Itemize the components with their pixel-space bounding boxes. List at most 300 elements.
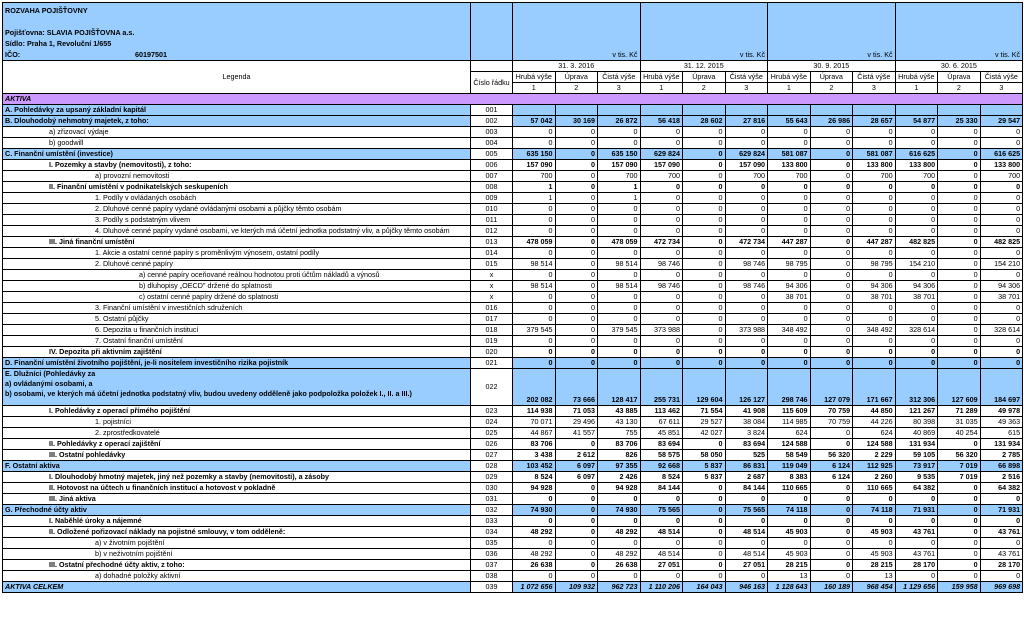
value-cell: 49 978	[980, 406, 1023, 417]
value-cell: 0	[938, 494, 981, 505]
value-cell: 447 287	[768, 237, 811, 248]
value-cell: 109 932	[555, 582, 598, 593]
row-label: F. Ostatní aktiva	[3, 461, 471, 472]
table-row	[3, 303, 1023, 314]
value-cell: 0	[598, 270, 641, 281]
row-label: 1. Podíly v ovládaných osobách	[3, 193, 471, 204]
value-cell: 0	[555, 439, 598, 450]
value-cell: 0	[938, 538, 981, 549]
value-cell: 0	[768, 494, 811, 505]
period-4: 30. 6. 2015	[895, 61, 1023, 72]
value-cell: 0	[810, 347, 853, 358]
value-cell: 0	[683, 560, 726, 571]
value-cell: 962 723	[598, 582, 641, 593]
column-label: Čistá výše	[598, 72, 641, 83]
value-cell: 0	[683, 571, 726, 582]
value-cell: 0	[853, 314, 896, 325]
value-cell	[768, 105, 811, 116]
company-label: Pojišťovna: SLAVIA POJIŠŤOVNA a.s.	[5, 28, 135, 37]
value-cell: 6 124	[810, 461, 853, 472]
value-cell: 0	[683, 505, 726, 516]
value-cell: 478 059	[598, 237, 641, 248]
value-cell: 700	[853, 171, 896, 182]
value-cell: 0	[810, 204, 853, 215]
value-cell	[598, 105, 641, 116]
value-cell: 0	[768, 127, 811, 138]
value-cell: 0	[810, 303, 853, 314]
value-cell: 73 917	[895, 461, 938, 472]
table-row	[3, 270, 1023, 281]
value-cell: 0	[895, 516, 938, 527]
value-cell: 0	[640, 314, 683, 325]
row-label: C. Finanční umístění (investice)	[3, 149, 471, 160]
value-cell: 0	[555, 571, 598, 582]
value-cell: 110 665	[853, 483, 896, 494]
row-label: III. Jiná aktiva	[3, 494, 471, 505]
value-cell: 0	[810, 571, 853, 582]
row-label: I. Dlouhodobý hmotný majetek, jiný než pozemky a stavby (nemovitosti), a zásoby	[3, 472, 471, 483]
column-label: Hrubá výše	[640, 72, 683, 83]
value-cell: 0	[938, 127, 981, 138]
value-cell: 255 731	[640, 369, 683, 406]
value-cell: 0	[555, 127, 598, 138]
row-label: B. Dlouhodobý nehmotný majetek, z toho:	[3, 116, 471, 127]
value-cell: 27 051	[640, 560, 683, 571]
value-cell: 184 697	[980, 369, 1023, 406]
value-cell: 121 267	[895, 406, 938, 417]
table-row	[3, 237, 1023, 248]
value-cell: 0	[938, 160, 981, 171]
value-cell: 0	[725, 215, 768, 226]
value-cell: 74 930	[513, 505, 556, 516]
column-label: Úprava	[810, 72, 853, 83]
value-cell: 28 215	[768, 560, 811, 571]
value-cell: 0	[555, 538, 598, 549]
value-cell: 0	[938, 358, 981, 369]
value-cell: 629 824	[640, 149, 683, 160]
row-number: 021	[471, 358, 513, 369]
value-cell: 31 035	[938, 417, 981, 428]
value-cell: 0	[938, 281, 981, 292]
table-row	[3, 325, 1023, 336]
value-cell: 0	[768, 182, 811, 193]
value-cell: 44 867	[513, 428, 556, 439]
value-cell: 70 759	[810, 417, 853, 428]
value-cell: 0	[725, 336, 768, 347]
value-cell: 0	[768, 270, 811, 281]
value-cell: 70 071	[513, 417, 556, 428]
row-label-line: b) osobami, ve kterých má účetní jednotka podstatný vliv, budou uvedeny odděleně jako podpoložka položek I., II. a III.)	[5, 389, 412, 398]
row-label: II. Odložené pořizovací náklady na pojistné smlouvy, v tom odděleně:	[3, 527, 471, 538]
value-cell: 71 931	[895, 505, 938, 516]
value-cell: 0	[810, 494, 853, 505]
value-cell: 43 761	[980, 549, 1023, 560]
table-row	[3, 483, 1023, 494]
value-cell: 43 885	[598, 406, 641, 417]
value-cell: 38 701	[768, 292, 811, 303]
value-cell: 114 938	[513, 406, 556, 417]
value-cell: 26 986	[810, 116, 853, 127]
value-cell: 0	[895, 182, 938, 193]
value-cell: 0	[555, 270, 598, 281]
value-cell: 58 050	[683, 450, 726, 461]
value-cell: 94 306	[853, 281, 896, 292]
value-cell: 0	[513, 314, 556, 325]
row-number: 007	[471, 171, 513, 182]
value-cell: 7 019	[938, 461, 981, 472]
ico-label: IČO:	[5, 50, 21, 59]
value-cell: 328 614	[980, 325, 1023, 336]
table-row	[3, 182, 1023, 193]
period-row	[3, 61, 1023, 72]
value-cell: 64 382	[980, 483, 1023, 494]
value-cell: 202 082	[513, 369, 556, 406]
value-cell: 58 549	[768, 450, 811, 461]
table-row	[3, 571, 1023, 582]
value-cell: 71 289	[938, 406, 981, 417]
value-cell: 0	[598, 314, 641, 325]
value-cell: 0	[810, 270, 853, 281]
value-cell: 0	[938, 149, 981, 160]
table-row	[3, 292, 1023, 303]
value-cell: 0	[683, 182, 726, 193]
value-cell: 0	[853, 138, 896, 149]
row-number: 008	[471, 182, 513, 193]
unit-label-1: v tis. Kč	[513, 3, 641, 61]
row-number: 006	[471, 160, 513, 171]
value-cell: 154 210	[980, 259, 1023, 270]
value-cell: 0	[640, 494, 683, 505]
row-number: x	[471, 270, 513, 281]
value-cell: 0	[683, 325, 726, 336]
value-cell: 0	[725, 226, 768, 237]
value-cell: 946 163	[725, 582, 768, 593]
value-cell: 83 706	[598, 439, 641, 450]
value-cell: 0	[768, 226, 811, 237]
value-cell: 0	[640, 182, 683, 193]
value-cell: 0	[513, 215, 556, 226]
value-cell: 0	[640, 358, 683, 369]
value-cell: 0	[938, 527, 981, 538]
table-row	[3, 369, 1023, 406]
value-cell: 0	[555, 560, 598, 571]
report-info	[3, 3, 471, 61]
value-cell: 0	[895, 193, 938, 204]
value-cell: 28 602	[683, 116, 726, 127]
value-cell: 110 665	[768, 483, 811, 494]
value-cell: 0	[938, 182, 981, 193]
value-cell: 0	[640, 336, 683, 347]
value-cell: 0	[683, 149, 726, 160]
value-cell: 13	[853, 571, 896, 582]
column-label: Úprava	[555, 72, 598, 83]
value-cell: 74 118	[853, 505, 896, 516]
table-row	[3, 160, 1023, 171]
value-cell: 0	[938, 292, 981, 303]
row-number: 039	[471, 582, 513, 593]
table-row	[3, 215, 1023, 226]
table-row	[3, 149, 1023, 160]
table-row	[3, 193, 1023, 204]
table-row	[3, 527, 1023, 538]
table-row	[3, 105, 1023, 116]
value-cell: 58 575	[640, 450, 683, 461]
value-cell: 0	[555, 215, 598, 226]
row-label: b) v neživotním pojištění	[3, 549, 471, 560]
value-cell: 43 761	[895, 549, 938, 560]
value-cell: 373 988	[725, 325, 768, 336]
row-number: 037	[471, 560, 513, 571]
value-cell: 94 306	[768, 281, 811, 292]
value-cell: 0	[640, 270, 683, 281]
value-cell: 0	[555, 516, 598, 527]
value-cell: 0	[683, 171, 726, 182]
row-number: 036	[471, 549, 513, 560]
value-cell: 0	[895, 358, 938, 369]
value-cell: 0	[683, 160, 726, 171]
value-cell: 0	[895, 248, 938, 259]
value-cell: 0	[725, 571, 768, 582]
value-cell: 0	[810, 149, 853, 160]
value-cell: 0	[853, 127, 896, 138]
row-label: b) goodwill	[3, 138, 471, 149]
value-cell: 0	[980, 182, 1023, 193]
value-cell: 83 694	[725, 439, 768, 450]
value-cell: 92 668	[640, 461, 683, 472]
value-cell: 2 516	[980, 472, 1023, 483]
value-cell: 0	[555, 138, 598, 149]
value-cell: 1 129 656	[895, 582, 938, 593]
value-cell: 0	[640, 226, 683, 237]
table-row	[3, 516, 1023, 527]
value-cell: 0	[683, 549, 726, 560]
value-cell: 0	[555, 171, 598, 182]
row-number: 001	[471, 105, 513, 116]
value-cell: 0	[513, 127, 556, 138]
value-cell: 0	[598, 292, 641, 303]
value-cell: 0	[640, 248, 683, 259]
value-cell: 0	[598, 138, 641, 149]
value-cell: 0	[513, 494, 556, 505]
row-label: II. Hotovost na účtech u finančních institucí a hotovost v pokladně	[3, 483, 471, 494]
row-label: 4. Dluhové cenné papíry vydané osobami, ve kterých má účetní jednotka podstatný vliv, a půjčky těmto osobám	[3, 226, 471, 237]
value-cell: 28 170	[895, 560, 938, 571]
value-cell: 0	[555, 281, 598, 292]
value-cell: 348 492	[853, 325, 896, 336]
value-cell: 0	[853, 336, 896, 347]
row-number-header: Číslo řádku	[471, 72, 513, 94]
value-cell: 0	[853, 204, 896, 215]
value-cell: 0	[598, 358, 641, 369]
value-cell: 75 565	[725, 505, 768, 516]
value-cell: 0	[725, 358, 768, 369]
value-cell: 0	[810, 439, 853, 450]
value-cell: 482 825	[895, 237, 938, 248]
value-cell: 0	[640, 303, 683, 314]
value-cell: 0	[938, 303, 981, 314]
value-cell: 0	[810, 527, 853, 538]
value-cell: 1 072 656	[513, 582, 556, 593]
row-number: x	[471, 281, 513, 292]
value-cell: 624	[768, 428, 811, 439]
value-cell: 0	[938, 215, 981, 226]
value-cell: 0	[513, 292, 556, 303]
value-cell: 0	[980, 248, 1023, 259]
column-number: 2	[683, 83, 726, 94]
value-cell: 38 701	[980, 292, 1023, 303]
value-cell: 70 759	[810, 406, 853, 417]
value-cell: 1	[513, 193, 556, 204]
value-cell: 26 872	[598, 116, 641, 127]
value-cell: 0	[555, 527, 598, 538]
value-cell: 0	[598, 516, 641, 527]
value-cell: 6 097	[555, 472, 598, 483]
value-cell: 115 609	[768, 406, 811, 417]
value-cell: 0	[683, 527, 726, 538]
value-cell: 0	[683, 281, 726, 292]
section-aktiva: AKTIVA	[3, 94, 1023, 105]
value-cell: 969 698	[980, 582, 1023, 593]
value-cell: 98 746	[640, 259, 683, 270]
value-cell: 1 128 643	[768, 582, 811, 593]
value-cell: 8 524	[513, 472, 556, 483]
row-label: 2. zprostředkovatelé	[3, 428, 471, 439]
value-cell: 0	[938, 171, 981, 182]
value-cell: 67 611	[640, 417, 683, 428]
value-cell: 119 049	[768, 461, 811, 472]
value-cell: 0	[683, 226, 726, 237]
value-cell: 700	[895, 171, 938, 182]
column-label: Čistá výše	[853, 72, 896, 83]
value-cell: 133 800	[853, 160, 896, 171]
value-cell: 581 087	[768, 149, 811, 160]
row-number: 035	[471, 538, 513, 549]
value-cell: 0	[555, 336, 598, 347]
row-number: 034	[471, 527, 513, 538]
value-cell: 43 761	[980, 527, 1023, 538]
row-label: II. Finanční umístění v podnikatelských seskupeních	[3, 182, 471, 193]
value-cell: 0	[555, 314, 598, 325]
value-cell: 71 554	[683, 406, 726, 417]
value-cell: 0	[640, 193, 683, 204]
row-label: 1. pojistníci	[3, 417, 471, 428]
table-row	[3, 171, 1023, 182]
value-cell: 129 604	[683, 369, 726, 406]
value-cell: 0	[725, 538, 768, 549]
table-row	[3, 428, 1023, 439]
unit-label-4: v tis. Kč	[895, 3, 1023, 61]
row-number: 015	[471, 259, 513, 270]
row-number: 028	[471, 461, 513, 472]
value-cell: 30 169	[555, 116, 598, 127]
row-number: 011	[471, 215, 513, 226]
value-cell	[853, 105, 896, 116]
value-cell: 0	[640, 204, 683, 215]
value-cell: 0	[725, 204, 768, 215]
value-cell: 0	[938, 347, 981, 358]
value-cell: 0	[980, 516, 1023, 527]
value-cell: 0	[555, 237, 598, 248]
value-cell: 45 903	[768, 527, 811, 538]
value-cell	[810, 105, 853, 116]
value-cell: 94 928	[598, 483, 641, 494]
value-cell: 379 545	[598, 325, 641, 336]
value-cell: 7 019	[938, 472, 981, 483]
table-body	[3, 105, 1023, 593]
value-cell: 0	[513, 538, 556, 549]
value-cell	[725, 105, 768, 116]
value-cell: 0	[980, 314, 1023, 325]
value-cell: 0	[513, 204, 556, 215]
value-cell: 0	[513, 303, 556, 314]
row-label: c) ostatní cenné papíry držené do splatnosti	[3, 292, 471, 303]
value-cell: 348 492	[768, 325, 811, 336]
value-cell: 0	[598, 571, 641, 582]
row-label: 1. Akcie a ostatní cenné papíry s proměnlivým výnosem, ostatní podíly	[3, 248, 471, 259]
column-number: 3	[853, 83, 896, 94]
value-cell: 0	[853, 226, 896, 237]
value-cell: 44 850	[853, 406, 896, 417]
value-cell: 171 667	[853, 369, 896, 406]
value-cell: 157 090	[513, 160, 556, 171]
value-cell: 0	[598, 215, 641, 226]
value-cell: 71 931	[980, 505, 1023, 516]
value-cell: 0	[895, 204, 938, 215]
value-cell: 0	[768, 358, 811, 369]
value-cell: 0	[725, 314, 768, 325]
table-row	[3, 472, 1023, 483]
value-cell: 0	[598, 336, 641, 347]
value-cell: 0	[938, 483, 981, 494]
unit-label-2: v tis. Kč	[640, 3, 768, 61]
value-cell: 0	[938, 325, 981, 336]
value-cell: 0	[555, 226, 598, 237]
value-cell: 0	[683, 336, 726, 347]
value-cell: 0	[810, 182, 853, 193]
value-cell: 0	[683, 516, 726, 527]
value-cell: 0	[810, 505, 853, 516]
value-cell: 45 851	[640, 428, 683, 439]
value-cell: 98 746	[725, 281, 768, 292]
value-cell: 55 643	[768, 116, 811, 127]
value-cell: 98 746	[640, 281, 683, 292]
value-cell: 312 306	[895, 369, 938, 406]
value-cell: 0	[640, 292, 683, 303]
value-cell: 0	[853, 193, 896, 204]
value-cell: 43 761	[895, 527, 938, 538]
row-number: 014	[471, 248, 513, 259]
value-cell: 373 988	[640, 325, 683, 336]
row-label: III. Ostatní přechodné účty aktiv, z toho:	[3, 560, 471, 571]
value-cell: 29 547	[980, 116, 1023, 127]
value-cell: 0	[513, 571, 556, 582]
value-cell	[555, 105, 598, 116]
value-cell	[938, 105, 981, 116]
column-label: Úprava	[938, 72, 981, 83]
row-label: III. Jiná finanční umístění	[3, 237, 471, 248]
value-cell: 0	[683, 237, 726, 248]
value-cell	[640, 105, 683, 116]
value-cell: 0	[895, 270, 938, 281]
row-number: 029	[471, 472, 513, 483]
value-cell: 0	[768, 204, 811, 215]
value-cell: 48 514	[725, 527, 768, 538]
value-cell: 127 609	[938, 369, 981, 406]
value-cell: 755	[598, 428, 641, 439]
value-cell: 0	[555, 549, 598, 560]
value-cell: 0	[853, 303, 896, 314]
value-cell: 28 170	[980, 560, 1023, 571]
